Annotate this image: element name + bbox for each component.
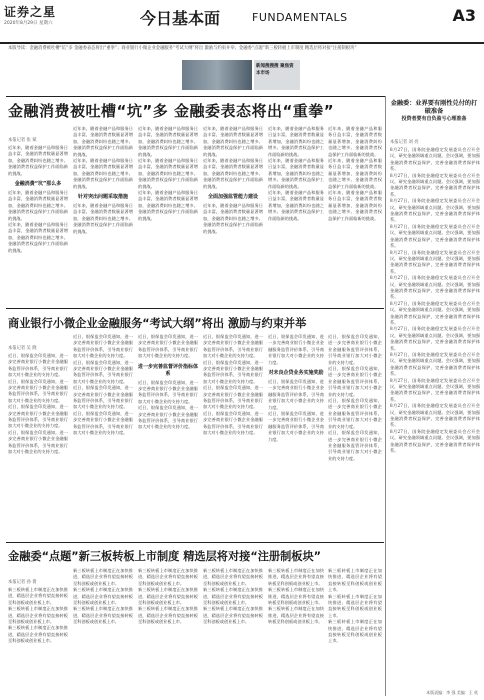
- photo-caption-text: 新闻搜搜搜 聚焦资本市场: [256, 64, 294, 76]
- article2-para-14: 近日，银保监会印发通知，进一步完善商业银行小微企业金融服务监管评价体系，引导商业银行加大对小微企业的支持力度。: [203, 385, 263, 410]
- page-footer: 本版责编：李 强 美编：王 欣: [426, 690, 478, 695]
- article3-col4: [203, 568, 263, 688]
- article1-para-17: 近年来，随着金融产品和服务日益丰富，金融消费者数量显著增加，金融消费纠纷也随之增多。金融消费者权益保护工作面临新的挑战。: [328, 158, 382, 189]
- article1-para-2: 近年来，随着金融产品和服务日益丰富，金融消费者数量显著增加，金融消费纠纷也随之增多。金融消费者权益保护工作面临新的挑战。: [8, 190, 68, 221]
- article2-para-13: 近日，银保监会印发通知，进一步完善商业银行小微企业金融服务监管评价体系，引导商业银行加大对小微企业的支持力度。: [203, 359, 263, 384]
- article2-para-10: 近日，银保监会印发通知，进一步完善商业银行小微企业金融服务监管评价体系，引导商业银行加大对小微企业的支持力度。: [138, 379, 198, 404]
- article1-para-9: 近年来，随着金融产品和服务日益丰富，金融消费者数量显著增加，金融消费纠纷也随之增多。金融消费者权益保护工作面临新的挑战。: [138, 190, 198, 221]
- article3-para-4: 新三板转板上市制度正在加快推进，精选层企业将有望直接转板至科创板或创业板上市。: [73, 568, 133, 586]
- section-rule-3: [6, 542, 384, 543]
- article1-para-10: 近年来，随着金融产品和服务日益丰富，金融消费者数量显著增加，金融消费纠纷也随之增多。金融消费者权益保护工作面临新的挑战。: [203, 126, 263, 157]
- article1-para-1: 近年来，随着金融产品和服务日益丰富，金融消费者数量显著增加，金融消费纠纷也随之增多。金融消费者权益保护工作面临新的挑战。: [8, 145, 68, 176]
- article3-byline: 本报记者 孙 倩: [8, 580, 37, 585]
- sidebar-title: [388, 100, 480, 123]
- article3-col1: [8, 568, 68, 688]
- article1-col6: [328, 126, 382, 302]
- newspaper-logo: 证券之星: [4, 5, 57, 19]
- article3-para-17: 新三板转板上市制度正在加快推进，精选层企业将有望直接转板至科创板或创业板上市。: [328, 593, 382, 618]
- sidebar-para-12: 8月27日，国务院金融稳定发展委员会召开会议，研究金融领域重点问题。会议强调，要加强金融消费者权益保护，完善金融消费者保护体系。: [390, 428, 480, 454]
- sidebar-para-3: 8月27日，国务院金融稳定发展委员会召开会议，研究金融领域重点问题。会议强调，要加强金融消费者权益保护，完善金融消费者保护体系。: [390, 198, 480, 223]
- article3-para-11: 新三板转板上市制度正在加快推进，精选层企业将有望直接转板至科创板或创业板上市。: [203, 587, 263, 606]
- article2-para-18: 近日，银保监会印发通知，进一步完善商业银行小微企业金融服务监管评价体系，引导商业银行加大对小微企业的支持力度。: [268, 411, 324, 442]
- sidebar-para-7: 8月27日，国务院金融稳定发展委员会召开会议，研究金融领域重点问题。会议强调，要加强金融消费者权益保护，完善金融消费者保护体系。: [390, 300, 480, 325]
- article3-col3: [138, 568, 198, 688]
- article3-col5: [268, 568, 324, 688]
- column-divider: [385, 96, 386, 696]
- article1-subhead-3: 全面加强监管能力建设: [207, 194, 258, 201]
- article3-para-12: 新三板转板上市制度正在加快推进，精选层企业将有望直接转板至科创板或创业板上市。: [203, 606, 263, 625]
- article1-para-18: 近年来，随着金融产品和服务日益丰富，金融消费者数量显著增加，金融消费纠纷也随之增多。金融消费者权益保护工作面临新的挑战。: [328, 190, 382, 221]
- article3-para-15: 新三板转板上市制度正在加快推进，精选层企业将有望直接转板至科创板或创业板上市。: [268, 606, 324, 625]
- article2-para-11: 近日，银保监会印发通知，进一步完善商业银行小微企业金融服务监管评价体系，引导商业银行加大对小微企业的支持力度。: [138, 405, 198, 430]
- article1-subhead-2: 针对突出问题采取措施: [77, 194, 128, 201]
- sidebar-para-4: 8月27日，国务院金融稳定发展委员会召开会议，研究金融领域重点问题。会议强调，要加强金融消费者权益保护，完善金融消费者保护体系。: [390, 223, 480, 249]
- article2-para-21: 近日，银保监会印发通知，进一步完善商业银行小微企业金融服务监管评价体系，引导商业银行加大对小微企业的支持力度。: [328, 398, 382, 429]
- article2-para-8: 近日，银保监会印发通知，进一步完善商业银行小微企业金融服务监管评价体系，引导商业银行加大对小微企业的支持力度。: [73, 410, 133, 436]
- page-number: A3: [452, 6, 476, 25]
- sidebar-para-9: 8月27日，国务院金融稳定发展委员会召开会议，研究金融领域重点问题。会议强调，要加强金融消费者权益保护，完善金融消费者保护体系。: [390, 352, 480, 377]
- article3-para-10: 新三板转板上市制度正在加快推进，精选层企业将有望直接转板至科创板或创业板上市。: [203, 568, 263, 586]
- article2-para-4: 近日，银保监会印发通知，进一步完善商业银行小微企业金融服务监管评价体系，引导商业银行加大对小微企业的支持力度。: [8, 429, 68, 455]
- article2-subhead-2: 对未良企贷业务实施奖励: [268, 370, 324, 377]
- article3-para-9: 新三板转板上市制度正在加快推进，精选层企业将有望直接转板至科创板或创业板上市。: [138, 606, 198, 625]
- article3-para-14: 新三板转板上市制度正在加快推进，精选层企业将有望直接转板至科创板或创业板上市。: [268, 587, 324, 606]
- article3-para-6: 新三板转板上市制度正在加快推进，精选层企业将有望直接转板至科创板或创业板上市。: [73, 606, 133, 625]
- article2-para-9: 近日，银保监会印发通知，进一步完善商业银行小微企业金融服务监管评价体系，引导商业银行加大对小微企业的支持力度。: [138, 334, 198, 359]
- article2-para-20: 近日，银保监会印发通知，进一步完善商业银行小微企业金融服务监管评价体系，引导商业银行加大对小微企业的支持力度。: [328, 366, 382, 397]
- article2-para-2: 近日，银保监会印发通知，进一步完善商业银行小微企业金融服务监管评价体系，引导商业银行加大对小微企业的支持力度。: [8, 378, 68, 403]
- article1-para-6: 近年来，随着金融产品和服务日益丰富，金融消费者数量显著增加，金融消费纠纷也随之增多。金融消费者权益保护工作面临新的挑战。: [73, 203, 133, 234]
- section-title: 今日基本面: [140, 9, 221, 28]
- article1-para-7: 近年来，随着金融产品和服务日益丰富，金融消费者数量显著增加，金融消费纠纷也随之增多。金融消费者权益保护工作面临新的挑战。: [138, 126, 198, 157]
- sidebar-para-11: 8月27日，国务院金融稳定发展委员会召开会议，研究金融领域重点问题。会议强调，要加强金融消费者权益保护，完善金融消费者保护体系。: [390, 403, 480, 428]
- masthead: [0, 0, 484, 44]
- article1-para-14: 近年来，随着金融产品和服务日益丰富，金融消费者数量显著增加，金融消费纠纷也随之增多。金融消费者权益保护工作面临新的挑战。: [268, 158, 324, 189]
- article2-col5: [268, 334, 324, 539]
- article3-para-1: 新三板转板上市制度正在加快推进，精选层企业将有望直接转板至科创板或创业板上市。: [8, 587, 68, 605]
- sidebar-para-2: 8月27日，国务院金融稳定发展委员会召开会议，研究金融领域重点问题。会议强调，要加强金融消费者权益保护，完善金融消费者保护体系。: [390, 172, 480, 197]
- article1-col3: [138, 126, 198, 302]
- article2-para-7: 近日，银保监会印发通知，进一步完善商业银行小微企业金融服务监管评价体系，引导商业银行加大对小微企业的支持力度。: [73, 385, 133, 410]
- article2-col3: [138, 334, 198, 539]
- article2-para-12: 近日，银保监会印发通知，进一步完善商业银行小微企业金融服务监管评价体系，引导商业银行加大对小微企业的支持力度。: [203, 334, 263, 359]
- article1-para-8: 近年来，随着金融产品和服务日益丰富，金融消费者数量显著增加，金融消费纠纷也随之增多。金融消费者权益保护工作面临新的挑战。: [138, 158, 198, 189]
- sidebar-byline: 本报记者 刘 亮: [390, 140, 419, 145]
- section-rule: [6, 96, 386, 97]
- article2-col2: [73, 334, 133, 539]
- article2-para-1: 近日，银保监会印发通知，进一步完善商业银行小微企业金融服务监管评价体系，引导商业银行加大对小微企业的支持力度。: [8, 353, 68, 378]
- article3-col6: [328, 568, 382, 688]
- section-title-en: FUNDAMENTALS: [252, 11, 348, 24]
- section-rule-2: [6, 308, 384, 309]
- article1-para-13: 近年来，随着金融产品和服务日益丰富，金融消费者数量显著增加，金融消费纠纷也随之增多。金融消费者权益保护工作面临新的挑战。: [268, 126, 324, 157]
- article1-col1: [8, 126, 68, 302]
- article3-para-18: 新三板转板上市制度正在加快推进，精选层企业将有望直接转板至科创板或创业板上市。: [328, 619, 382, 644]
- article1-byline: 本报记者 张 斌: [8, 138, 37, 143]
- article2-para-22: 近日，银保监会印发通知，进一步完善商业银行小微企业金融服务监管评价体系，引导商业银行加大对小微企业的支持力度。: [328, 430, 382, 461]
- article3-para-3: 新三板转板上市制度正在加快推进，精选层企业将有望直接转板至科创板或创业板上市。: [8, 625, 68, 644]
- issue-date: 2020年8月29日 星期六: [4, 21, 53, 26]
- article1-col2: [73, 126, 133, 302]
- article2-para-16: 近日，银保监会印发通知，进一步完善商业银行小微企业金融服务监管评价体系，引导商业银行加大对小微企业的支持力度。: [268, 334, 324, 365]
- photo-caption: [254, 60, 300, 90]
- article1-subhead-1: 金融消费“坑”那么多: [14, 181, 62, 188]
- article2-para-17: 近日，银保监会印发通知，进一步完善商业银行小微企业金融服务监管评价体系，引导商业银行加大对小微企业的支持力度。: [268, 379, 324, 410]
- sidebar-title-line2: 投资者要有自负盈亏心理准备: [401, 116, 467, 122]
- article2-subhead-1: 进一步完善监督评价指标体系: [138, 363, 198, 377]
- article1-para-16: 近年来，随着金融产品和服务日益丰富，金融消费者数量显著增加，金融消费纠纷也随之增多。金融消费者权益保护工作面临新的挑战。: [328, 126, 382, 157]
- article3-col2: [73, 568, 133, 688]
- sidebar-title-line1: 金融委：业界要有刚性兑付的打破准备: [390, 100, 478, 115]
- article3-para-16: 新三板转板上市制度正在加快推进，精选层企业将有望直接转板至科创板或创业板上市。: [328, 568, 382, 593]
- article1-col5: [268, 126, 324, 302]
- article1-para-15: 近年来，随着金融产品和服务日益丰富，金融消费者数量显著增加，金融消费纠纷也随之增多。金融消费者权益保护工作面临新的挑战。: [268, 190, 324, 221]
- article2-headline: 商业银行小微企业金融服务“考试大纲”将出 激励与约束并举: [8, 317, 307, 330]
- article2-col4: [203, 334, 263, 539]
- article1-para-3: 近年来，随着金融产品和服务日益丰富，金融消费者数量显著增加，金融消费纠纷也随之增多。金融消费者权益保护工作面临新的挑战。: [8, 222, 68, 253]
- sidebar-para-1: 8月27日，国务院金融稳定发展委员会召开会议，研究金融领域重点问题。会议强调，要加强金融消费者权益保护，完善金融消费者保护体系。: [390, 147, 480, 172]
- news-photo: [182, 60, 252, 90]
- sidebar-para-8: 8月27日，国务院金融稳定发展委员会召开会议，研究金融领域重点问题。会议强调，要加强金融消费者权益保护，完善金融消费者保护体系。: [390, 326, 480, 351]
- sidebar-para-6: 8月27日，国务院金融稳定发展委员会召开会议，研究金融领域重点问题。会议强调，要加强金融消费者权益保护，完善金融消费者保护体系。: [390, 275, 480, 300]
- article2-para-6: 近日，银保监会印发通知，进一步完善商业银行小微企业金融服务监管评价体系，引导商业银行加大对小微企业的支持力度。: [73, 359, 133, 384]
- article2-para-5: 近日，银保监会印发通知，进一步完善商业银行小微企业金融服务监管评价体系，引导商业银行加大对小微企业的支持力度。: [73, 334, 133, 359]
- sidebar-para-10: 8月27日，国务院金融稳定发展委员会召开会议，研究金融领域重点问题。会议强调，要加强金融消费者权益保护，完善金融消费者保护体系。: [390, 377, 480, 402]
- article1-col4: [203, 126, 263, 302]
- article1-para-11: 近年来，随着金融产品和服务日益丰富，金融消费者数量显著增加，金融消费纠纷也随之增多。金融消费者权益保护工作面临新的挑战。: [203, 158, 263, 189]
- article3-para-13: 新三板转板上市制度正在加快推进，精选层企业将有望直接转板至科创板或创业板上市。: [268, 568, 324, 586]
- article3-headline: 金融委“点题”新三板转板上市制度 精选层将对接“注册制板块”: [8, 550, 321, 563]
- article1-para-5: 近年来，随着金融产品和服务日益丰富，金融消费者数量显著增加，金融消费纠纷也随之增多。金融消费者权益保护工作面临新的挑战。: [73, 158, 133, 189]
- article1-headline: 金融消费被吐槽“坑”多 金融委表态将出“重拳”: [8, 102, 335, 120]
- sidebar-body: [390, 128, 480, 688]
- editor-note: 本版导读：金融消费被吐槽“坑”多 金融委表态将出“重拳”；商业银行小微企业金融服务“考试大纲”将出 激励与约束并举；金融委“点题”新三板转板上市制度 精选层将对接“注册制板块”: [8, 46, 357, 51]
- article2-para-3: 近日，银保监会印发通知，进一步完善商业银行小微企业金融服务监管评价体系，引导商业银行加大对小微企业的支持力度。: [8, 404, 68, 429]
- article1-para-4: 近年来，随着金融产品和服务日益丰富，金融消费者数量显著增加，金融消费纠纷也随之增多。金融消费者权益保护工作面临新的挑战。: [73, 126, 133, 157]
- article2-byline: 本报记者 吴 晓: [8, 346, 37, 351]
- article3-para-7: 新三板转板上市制度正在加快推进，精选层企业将有望直接转板至科创板或创业板上市。: [138, 568, 198, 586]
- article3-para-8: 新三板转板上市制度正在加快推进，精选层企业将有望直接转板至科创板或创业板上市。: [138, 587, 198, 606]
- article2-para-19: 近日，银保监会印发通知，进一步完善商业银行小微企业金融服务监管评价体系，引导商业银行加大对小微企业的支持力度。: [328, 334, 382, 365]
- article3-para-5: 新三板转板上市制度正在加快推进，精选层企业将有望直接转板至科创板或创业板上市。: [73, 587, 133, 606]
- article2-col1: [8, 334, 68, 539]
- article2-col6: [328, 334, 382, 539]
- sidebar-para-5: 8月27日，国务院金融稳定发展委员会召开会议，研究金融领域重点问题。会议强调，要加强金融消费者权益保护，完善金融消费者保护体系。: [390, 249, 480, 274]
- article2-para-15: 近日，银保监会印发通知，进一步完善商业银行小微企业金融服务监管评价体系，引导商业银行加大对小微企业的支持力度。: [203, 410, 263, 436]
- article1-para-12: 近年来，随着金融产品和服务日益丰富，金融消费者数量显著增加，金融消费纠纷也随之增多。金融消费者权益保护工作面临新的挑战。: [203, 203, 263, 234]
- article3-para-2: 新三板转板上市制度正在加快推进，精选层企业将有望直接转板至科创板或创业板上市。: [8, 606, 68, 625]
